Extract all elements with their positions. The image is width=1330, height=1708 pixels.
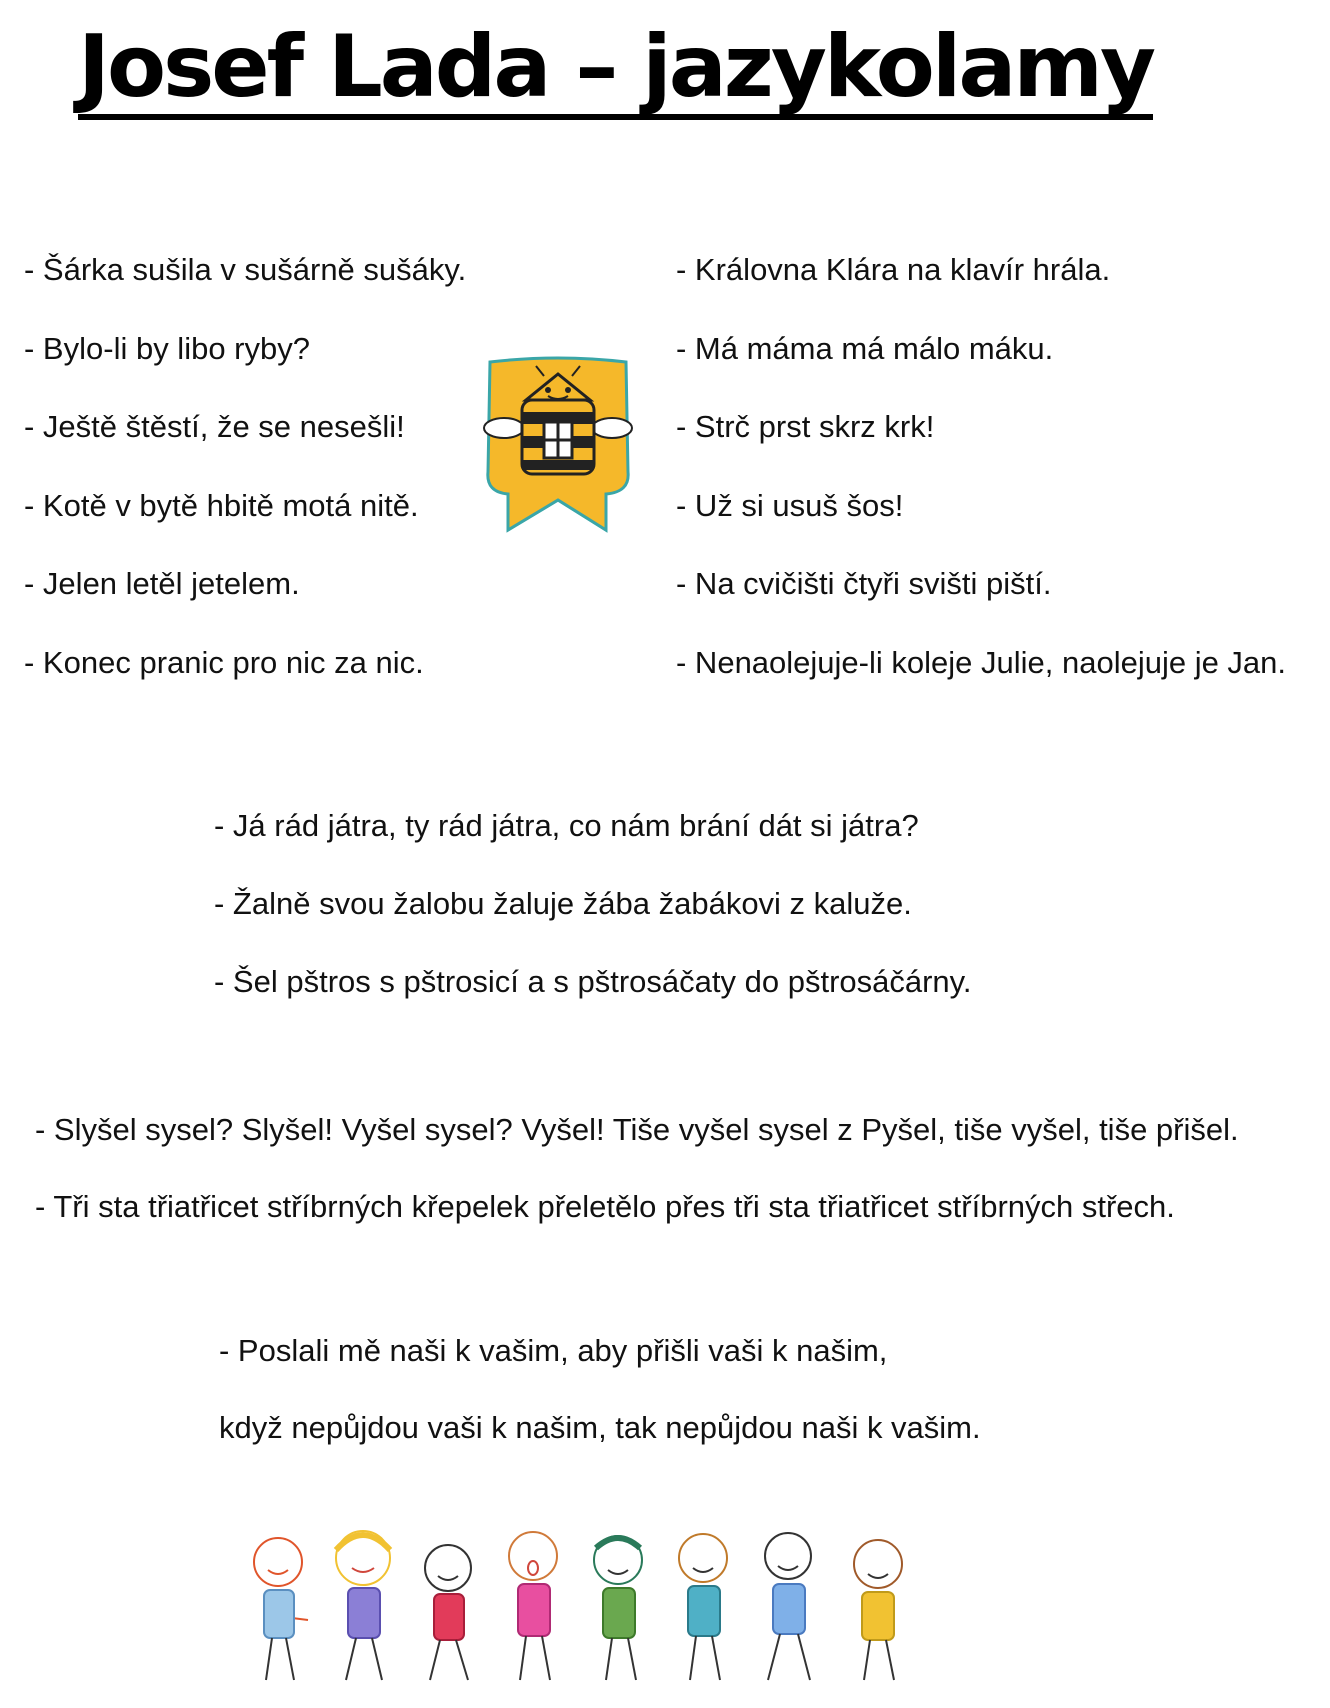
right-tongue-twister: - Už si usuš šos! — [676, 488, 904, 523]
left-tongue-twister: - Kotě v bytě hbitě motá nitě. — [24, 488, 419, 523]
long-tongue-twister: - Slyšel sysel? Slyšel! Vyšel sysel? Vyšel! Tiše vyšel sysel z Pyšel, tiše vyšel, tiše přišel. — [35, 1112, 1239, 1147]
right-tongue-twister: - Strč prst skrz krk! — [676, 409, 935, 444]
left-tongue-twister: - Konec pranic pro nic za nic. — [24, 645, 424, 680]
final-tongue-twister-line: když nepůjdou vaši k našim, tak nepůjdou naši k vašim. — [219, 1410, 981, 1445]
child-figure — [254, 1538, 308, 1680]
right-tongue-twister: - Nenaolejuje-li koleje Julie, naolejuje je Jan. — [676, 645, 1287, 680]
middle-tongue-twister: - Šel pštros s pštrosicí a s pštrosáčaty do pštrosáčárny. — [214, 964, 972, 999]
right-tongue-twister: - Na cvičišti čtyři svišti piští. — [676, 566, 1052, 601]
left-tongue-twister: - Jelen letěl jetelem. — [24, 566, 300, 601]
left-tongue-twister: - Bylo-li by libo ryby? — [24, 331, 310, 366]
right-tongue-twister: - Královna Klára na klavír hrála. — [676, 252, 1111, 287]
child-figure — [425, 1545, 471, 1680]
middle-tongue-twister: - Žalně svou žalobu žaluje žába žabákovi z kaluže. — [214, 886, 912, 921]
final-tongue-twister-line: - Poslali mě naši k vašim, aby přišli vaši k našim, — [219, 1333, 888, 1368]
child-figure — [765, 1533, 811, 1680]
page-title: Josef Lada – jazykolamy — [78, 22, 1153, 120]
left-tongue-twister: - Šárka sušila v sušárně sušáky. — [24, 252, 467, 287]
beehive-emblem-icon — [478, 352, 638, 536]
child-figure — [336, 1531, 390, 1680]
child-figure — [509, 1532, 557, 1680]
child-figure — [679, 1534, 727, 1680]
children-holding-hands-illustration — [228, 1520, 1018, 1700]
middle-tongue-twister: - Já rád játra, ty rád játra, co nám brání dát si játra? — [214, 808, 919, 843]
left-tongue-twister: - Ještě štěstí, že se nesešli! — [24, 409, 405, 444]
child-figure — [854, 1540, 902, 1680]
long-tongue-twister: - Tři sta třiatřicet stříbrných křepelek přeletělo přes tři sta třiatřicet stříbrných střech. — [35, 1189, 1175, 1224]
child-figure — [594, 1536, 642, 1680]
right-tongue-twister: - Má máma má málo máku. — [676, 331, 1054, 366]
